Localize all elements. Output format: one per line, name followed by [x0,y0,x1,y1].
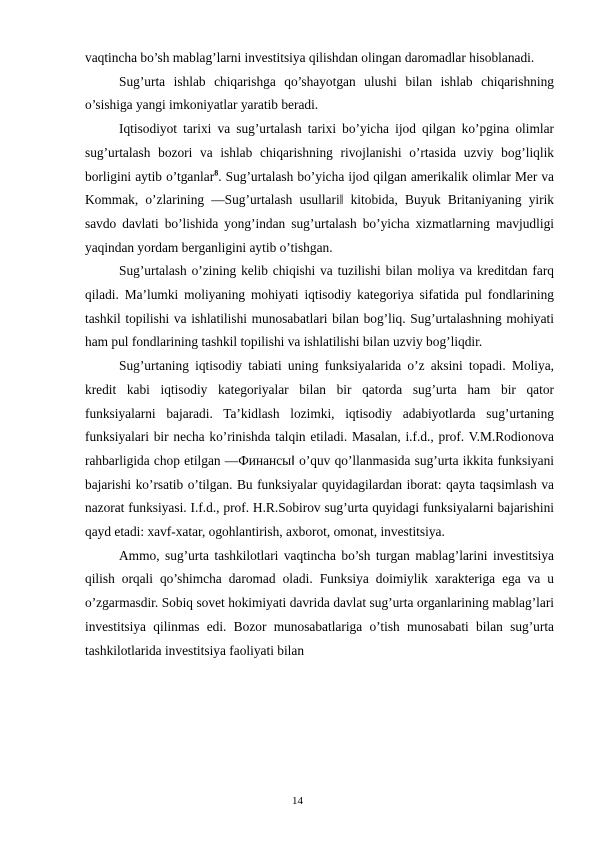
page-number: 14 [292,795,303,807]
document-body [85,46,554,662]
paragraph-history [85,117,554,259]
paragraph-finance-credit: Sug’urtalash o’zining kelib chiqishi va tuzilishi bilan moliya va kreditdan farq qiladi. Ma’lumki moliyaning mohiyati iqtisodiy kategoriya sifatida pul fondlarining tashkil topilishi va ishlatilishi munosabatlari bilan bog’liq. Sug’urtalashning mohiyati ham pul fondlarining tashkil topilishi va ishlatilishi bilan uzviy bog’liqdir. [85,263,554,350]
footnote-reference: 8 [214,168,219,178]
paragraph-insurance-growth: Sug’urta ishlab chiqarishga qo’shayotgan ulushi bilan ishlab chiqarishning o’sishiga yangi imkoniyatlar yaratib beradi. [85,73,554,113]
paragraph-history-text-before: Iqtisodiyot tarixi va sug’urtalash tarixi bo’yicha ijod qilgan ko’pgina olimlar sug’urtalash bozori va ishlab chiqarishning rivojlanishi o’rtasida uzviy bog’liqlik borligini aytib o’tganlar [85,121,554,184]
paragraph-history-text-after: . Sug’urtalash bo’yicha ijod qilgan amerikalik olimlar Mer va Kommak, o’zlarining ―Sug’urtalash usullari‖ kitobida, Buyuk Britaniyaning yirik savdo davlati bo’lishida yong’indan sug’urtalash bo’yicha xizmatlarning mavjudligi yaqindan yordam berganligini aytib o’tishgan. [85,168,555,255]
paragraph-continuation: vaqtincha bo’sh mablag’larni investitsiya qilishdan olingan daromadlar hisoblanadi. [85,50,535,65]
paragraph-functions: Sug’urtaning iqtisodiy tabiati uning funksiyalarida o’z aksini topadi. Moliya, kredit kabi iqtisodiy kategoriyalar bilan bir qatorda sug’urta ham bir qator funksiyalarni bajaradi. Ta’kidlash lozimki, iqtisodiy adabiyotlarda sug’urtaning funksiyalari bir necha ko’rinishda talqin etiladi. Masalan, i.f.d., prof. V.M.Rodionova rahbarligida chop etilgan ―Финансы‖ o’quv qo’llanmasida sug’urta ikkita funksiyani bajarishi ko’rsatib o’tilgan. Bu funksiyalar quyidagilardan iborat: qayta taqsimlash va nazorat funksiyasi. I.f.d., prof. H.R.Sobirov sug’urta quyidagi funksiyalarni bajarishini qayd etadi: xavf-xatar, ogohlantirish, axborot, omonat, investitsiya. [85,358,554,540]
paragraph-investment: Ammo, sug’urta tashkilotlari vaqtincha bo’sh turgan mablag’larini investitsiya qilish orqali qo’shimcha daromad oladi. Funksiya doimiylik xarakteriga ega va u o’zgarmasdir. Sobiq sovet hokimiyati davrida davlat sug’urta organlarining mablag’lari investitsiya qilinmas edi. Bozor munosabatlariga o’tish munosabati bilan sug’urta tashkilotlarida investitsiya faoliyati bilan [85,547,554,658]
